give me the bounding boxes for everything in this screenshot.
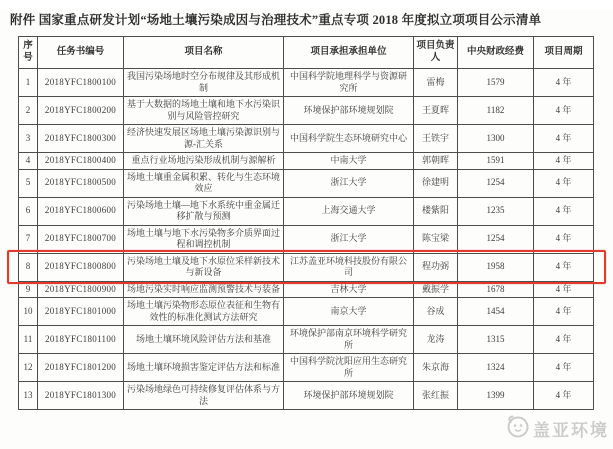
cell-leader: 王铁宇 — [414, 125, 458, 153]
cell-period: 4 年 — [534, 125, 594, 153]
cell-task_id: 2018YFC1801200 — [38, 354, 124, 382]
projects-table — [18, 36, 594, 410]
document-page — [0, 10, 613, 449]
header-task-id: 任务书编号 — [38, 37, 124, 69]
cell-task_id: 2018YFC1800400 — [38, 153, 124, 170]
cell-leader: 程功弼 — [414, 253, 458, 281]
cell-leader: 雷梅 — [414, 69, 458, 97]
table-row — [19, 153, 594, 170]
table-row — [19, 354, 594, 382]
cell-task_id: 2018YFC1800700 — [38, 225, 124, 253]
cell-budget: 1182 — [458, 97, 534, 125]
cell-leader: 朱京海 — [414, 354, 458, 382]
table-row — [19, 382, 594, 410]
cell-budget: 1235 — [458, 197, 534, 225]
cell-budget: 1579 — [458, 69, 534, 97]
cell-unit: 浙江大学 — [284, 169, 414, 197]
header-name: 项目名称 — [124, 37, 284, 69]
table-row — [19, 225, 594, 253]
cell-task_id: 2018YFC1801300 — [38, 382, 124, 410]
cell-task_id: 2018YFC1800100 — [38, 69, 124, 97]
cell-budget: 1454 — [458, 298, 534, 326]
cell-name: 场地土壤污染物形态原位表征和生物有效性的标准化测试方法研究 — [124, 298, 284, 326]
cell-no: 2 — [19, 97, 38, 125]
cell-leader: 龙涛 — [414, 326, 458, 354]
header-row — [19, 37, 594, 69]
cell-period: 4 年 — [534, 253, 594, 281]
table-row — [19, 281, 594, 298]
cell-no: 4 — [19, 153, 38, 170]
cell-period: 4 年 — [534, 169, 594, 197]
cell-name: 场地土壤重金属积累、转化与生态环境效应 — [124, 169, 284, 197]
cell-leader: 徐建明 — [414, 169, 458, 197]
header-no: 序号 — [19, 37, 38, 69]
table-body — [19, 69, 594, 410]
cell-unit: 中国科学院地理科学与资源研究所 — [284, 69, 414, 97]
cell-period: 4 年 — [534, 281, 594, 298]
cell-no: 11 — [19, 326, 38, 354]
cell-task_id: 2018YFC1800500 — [38, 169, 124, 197]
cell-budget: 1254 — [458, 225, 534, 253]
cell-budget: 1300 — [458, 125, 534, 153]
header-period: 项目周期 — [534, 37, 594, 69]
cell-no: 6 — [19, 197, 38, 225]
table-row — [19, 69, 594, 97]
cell-no: 5 — [19, 169, 38, 197]
table-row — [19, 298, 594, 326]
cell-no: 12 — [19, 354, 38, 382]
cell-no: 3 — [19, 125, 38, 153]
cell-name: 污染场地土壤—地下水系统中重金属迁移扩散与预测 — [124, 197, 284, 225]
gaia-logo-icon — [505, 413, 530, 444]
cell-leader: 戴振学 — [414, 281, 458, 298]
table-header — [19, 37, 594, 69]
table-row — [19, 326, 594, 354]
cell-no: 8 — [19, 253, 38, 281]
cell-leader: 王夏晖 — [414, 97, 458, 125]
cell-budget: 1399 — [458, 382, 534, 410]
cell-unit: 环境保护部环境规划院 — [284, 382, 414, 410]
cell-period: 4 年 — [534, 69, 594, 97]
cell-no: 10 — [19, 298, 38, 326]
cell-task_id: 2018YFC1801100 — [38, 326, 124, 354]
cell-period: 4 年 — [534, 298, 594, 326]
table-row — [19, 125, 594, 153]
cell-name: 基于大数据的场地土壤和地下水污染识别与风险管控研究 — [124, 97, 284, 125]
cell-leader: 陈宝梁 — [414, 225, 458, 253]
cell-name: 我国污染场地时空分布规律及其形成机制 — [124, 69, 284, 97]
cell-unit: 中南大学 — [284, 153, 414, 170]
cell-unit: 环境保护部南京环境科学研究所 — [284, 326, 414, 354]
cell-unit: 浙江大学 — [284, 225, 414, 253]
cell-name: 经济快速发展区场地土壤污染源识别与源-汇关系 — [124, 125, 284, 153]
cell-name: 污染场地土壤及地下水原位采样新技术与新设备 — [124, 253, 284, 281]
cell-name: 污染场地绿色可持续修复评估体系与方法 — [124, 382, 284, 410]
cell-period: 4 年 — [534, 97, 594, 125]
cell-no: 13 — [19, 382, 38, 410]
cell-no: 9 — [19, 281, 38, 298]
cell-budget: 1315 — [458, 326, 534, 354]
cell-no: 1 — [19, 69, 38, 97]
cell-name: 场地土壤与地下水污染物多介质界面过程和调控机制 — [124, 225, 284, 253]
cell-period: 4 年 — [534, 382, 594, 410]
table-row — [19, 169, 594, 197]
header-budget: 中央财政经费 — [458, 37, 534, 69]
cell-budget: 1591 — [458, 153, 534, 170]
header-leader: 项目负责人 — [414, 37, 458, 69]
cell-task_id: 2018YFC1800200 — [38, 97, 124, 125]
cell-leader: 楼紫阳 — [414, 197, 458, 225]
cell-name: 场地土壤环境风险评估方法和基准 — [124, 326, 284, 354]
cell-unit: 吉林大学 — [284, 281, 414, 298]
watermark — [505, 413, 609, 444]
cell-leader: 郭朝晖 — [414, 153, 458, 170]
table-row — [19, 197, 594, 225]
cell-unit: 环境保护部环境规划院 — [284, 97, 414, 125]
cell-name: 重点行业场地污染形成机制与源解析 — [124, 153, 284, 170]
cell-unit: 中国科学院生态环境研究中心 — [284, 125, 414, 153]
cell-task_id: 2018YFC1800600 — [38, 197, 124, 225]
cell-budget: 1678 — [458, 281, 534, 298]
cell-period: 4 年 — [534, 153, 594, 170]
table-row — [19, 253, 594, 281]
cell-unit: 南京大学 — [284, 298, 414, 326]
header-unit: 项目承担承担单位 — [284, 37, 414, 69]
table-row — [19, 97, 594, 125]
page-title: 附件 国家重点研发计划“场地土壤污染成因与治理技术”重点专项 2018 年度拟立项项目公示清单 — [10, 13, 542, 27]
cell-unit: 江苏盖亚环境科技股份有限公司 — [284, 253, 414, 281]
cell-unit: 上海交通大学 — [284, 197, 414, 225]
cell-period: 4 年 — [534, 225, 594, 253]
cell-unit: 中国科学院沈阳应用生态研究所 — [284, 354, 414, 382]
cell-name: 场地土壤环境损害鉴定评估方法和标准 — [124, 354, 284, 382]
cell-leader: 张红振 — [414, 382, 458, 410]
cell-task_id: 2018YFC1800800 — [38, 253, 124, 281]
cell-period: 4 年 — [534, 326, 594, 354]
cell-leader: 谷成 — [414, 298, 458, 326]
cell-budget: 1254 — [458, 169, 534, 197]
cell-task_id: 2018YFC1800900 — [38, 281, 124, 298]
cell-period: 4 年 — [534, 197, 594, 225]
cell-budget: 1958 — [458, 253, 534, 281]
cell-name: 场地污染实时响应监测预警技术与装备 — [124, 281, 284, 298]
cell-budget: 1324 — [458, 354, 534, 382]
cell-period: 4 年 — [534, 354, 594, 382]
cell-no: 7 — [19, 225, 38, 253]
cell-task_id: 2018YFC1801000 — [38, 298, 124, 326]
cell-task_id: 2018YFC1800300 — [38, 125, 124, 153]
watermark-text: 盖亚环境 — [533, 421, 609, 440]
